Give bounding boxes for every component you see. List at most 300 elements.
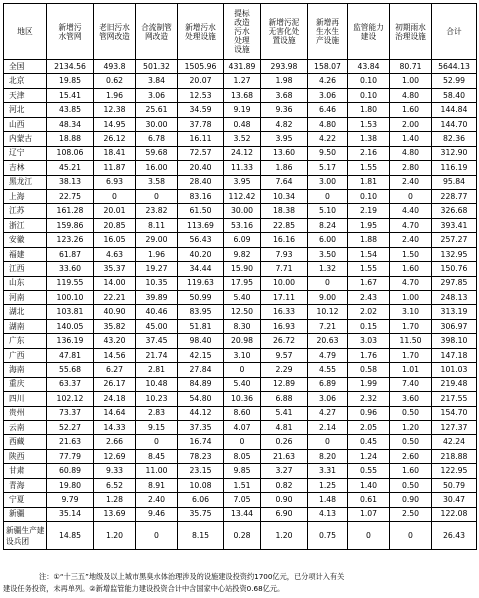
value-cell: 9.57: [261, 348, 308, 362]
value-cell: 1.55: [348, 262, 390, 276]
value-cell: 9.79: [47, 493, 94, 507]
value-cell: 0.50: [390, 435, 432, 449]
table-row: [4, 103, 477, 117]
region-cell: 重庆: [4, 377, 47, 391]
value-cell: 150.76: [432, 262, 477, 276]
value-cell: 9.00: [308, 291, 348, 305]
value-cell: 26.72: [261, 334, 308, 348]
value-cell: 248.13: [432, 291, 477, 305]
value-cell: 1.81: [348, 175, 390, 189]
value-cell: 1.55: [348, 161, 390, 175]
region-cell: 江苏: [4, 204, 47, 218]
value-cell: 11.00: [136, 464, 178, 478]
value-cell: 82.36: [432, 132, 477, 146]
value-cell: 0.15: [348, 319, 390, 333]
table-row: [4, 420, 477, 434]
value-cell: 0.10: [348, 189, 390, 203]
value-cell: 35.14: [47, 507, 94, 521]
value-cell: 7.40: [390, 377, 432, 391]
value-cell: 14.64: [94, 406, 136, 420]
value-cell: 2.00: [390, 117, 432, 131]
value-cell: 10.00: [261, 276, 308, 290]
value-cell: 51.81: [178, 319, 224, 333]
value-cell: 127.37: [432, 420, 477, 434]
value-cell: 100.10: [47, 291, 94, 305]
value-cell: 26.43: [432, 522, 477, 550]
value-cell: 3.06: [308, 88, 348, 102]
value-cell: 154.70: [432, 406, 477, 420]
value-cell: 1.20: [94, 522, 136, 550]
value-cell: 4.40: [390, 204, 432, 218]
value-cell: 19.85: [47, 74, 94, 88]
table-row: [4, 507, 477, 521]
value-cell: 2.80: [390, 161, 432, 175]
table-row: [4, 175, 477, 189]
region-cell: 云南: [4, 420, 47, 434]
region-cell: 新疆: [4, 507, 47, 521]
value-cell: 3.50: [308, 247, 348, 261]
region-cell: 广西: [4, 348, 47, 362]
table-row: [4, 478, 477, 492]
region-cell: 江西: [4, 262, 47, 276]
table-row: [4, 233, 477, 247]
value-cell: 6.52: [94, 478, 136, 492]
value-cell: 6.06: [178, 493, 224, 507]
value-cell: 119.55: [47, 276, 94, 290]
value-cell: 16.11: [178, 132, 224, 146]
value-cell: 6.88: [261, 392, 308, 406]
value-cell: 17.95: [224, 276, 261, 290]
value-cell: 4.70: [390, 218, 432, 232]
value-cell: 0.50: [390, 406, 432, 420]
value-cell: 4.07: [224, 420, 261, 434]
value-cell: 0.90: [390, 493, 432, 507]
footnote-line-1: 注：①“十三五”地级及以上城市黑臭水体治理涉及的设施建设投资约1700亿元，已分项计入有关: [39, 572, 345, 581]
value-cell: 1.54: [348, 247, 390, 261]
value-cell: 0.48: [224, 117, 261, 131]
table-row: [4, 522, 477, 550]
value-cell: 61.50: [178, 204, 224, 218]
value-cell: 43.84: [348, 60, 390, 74]
value-cell: 2.43: [348, 291, 390, 305]
value-cell: 83.16: [178, 189, 224, 203]
table-row: [4, 493, 477, 507]
value-cell: 60.89: [47, 464, 94, 478]
table-row: [4, 262, 477, 276]
value-cell: 1.38: [348, 132, 390, 146]
value-cell: 3.58: [136, 175, 178, 189]
value-cell: 501.32: [136, 60, 178, 74]
value-cell: 122.08: [432, 507, 477, 521]
value-cell: 7.93: [261, 247, 308, 261]
value-cell: 3.06: [308, 392, 348, 406]
value-cell: 0.90: [261, 493, 308, 507]
value-cell: 15.90: [224, 262, 261, 276]
region-cell: 北京: [4, 74, 47, 88]
table-row: [4, 204, 477, 218]
value-cell: 3.52: [224, 132, 261, 146]
value-cell: 4.13: [308, 507, 348, 521]
value-cell: 6.00: [308, 233, 348, 247]
value-cell: 1.53: [348, 117, 390, 131]
value-cell: 0: [348, 522, 390, 550]
value-cell: 1.70: [390, 348, 432, 362]
value-cell: 217.55: [432, 392, 477, 406]
value-cell: 3.68: [261, 88, 308, 102]
value-cell: 20.98: [224, 334, 261, 348]
value-cell: 0: [224, 435, 261, 449]
value-cell: 228.77: [432, 189, 477, 203]
value-cell: 147.18: [432, 348, 477, 362]
region-cell: 广东: [4, 334, 47, 348]
value-cell: 26.17: [94, 377, 136, 391]
value-cell: 4.27: [308, 406, 348, 420]
value-cell: 3.95: [224, 175, 261, 189]
region-cell: 河北: [4, 103, 47, 117]
table-row: [4, 348, 477, 362]
value-cell: 2.40: [390, 233, 432, 247]
value-cell: 8.15: [178, 522, 224, 550]
value-cell: 113.69: [178, 218, 224, 232]
value-cell: 23.82: [136, 204, 178, 218]
value-cell: 0.45: [348, 435, 390, 449]
value-cell: 14.33: [94, 420, 136, 434]
value-cell: 1.99: [348, 377, 390, 391]
value-cell: 10.34: [261, 189, 308, 203]
value-cell: 1.01: [390, 363, 432, 377]
value-cell: 22.21: [94, 291, 136, 305]
value-cell: 0: [136, 522, 178, 550]
value-cell: 4.55: [308, 363, 348, 377]
value-cell: 4.70: [390, 276, 432, 290]
value-cell: 16.00: [136, 161, 178, 175]
value-cell: 19.27: [136, 262, 178, 276]
value-cell: 59.68: [136, 146, 178, 160]
value-cell: 13.44: [224, 507, 261, 521]
region-cell: 青海: [4, 478, 47, 492]
header-combined-network-renovation: 合流制管网改造: [136, 4, 178, 60]
value-cell: 3.10: [224, 348, 261, 362]
value-cell: 8.05: [224, 449, 261, 463]
table-row: [4, 88, 477, 102]
value-cell: 0.10: [348, 74, 390, 88]
value-cell: 140.05: [47, 319, 94, 333]
value-cell: 45.00: [136, 319, 178, 333]
value-cell: 8.30: [224, 319, 261, 333]
value-cell: 2.81: [136, 363, 178, 377]
header-sludge-disposal-facilities: 新增污泥无害化处置设施: [261, 4, 308, 60]
value-cell: 8.60: [224, 406, 261, 420]
region-cell: 湖北: [4, 305, 47, 319]
value-cell: 4.26: [308, 74, 348, 88]
value-cell: 8.20: [308, 449, 348, 463]
value-cell: 56.43: [178, 233, 224, 247]
value-cell: 293.98: [261, 60, 308, 74]
region-cell: 河南: [4, 291, 47, 305]
value-cell: 4.80: [390, 88, 432, 102]
value-cell: 20.07: [178, 74, 224, 88]
value-cell: 1.25: [308, 478, 348, 492]
value-cell: 18.88: [47, 132, 94, 146]
value-cell: 312.90: [432, 146, 477, 160]
footnote-line-2: 建设任务投资，未再单列。②新增监管能力建设投资合计中含国家中心站投资0.68亿元。: [3, 584, 285, 593]
value-cell: 34.59: [178, 103, 224, 117]
value-cell: 47.81: [47, 348, 94, 362]
value-cell: 2.60: [390, 449, 432, 463]
header-reclaimed-water-facilities: 新增再生水生产设施: [308, 4, 348, 60]
table-body: [4, 60, 477, 550]
value-cell: 11.33: [224, 161, 261, 175]
table-row: [4, 392, 477, 406]
value-cell: 24.12: [224, 146, 261, 160]
value-cell: 30.00: [224, 204, 261, 218]
value-cell: 4.79: [308, 348, 348, 362]
value-cell: 7.05: [224, 493, 261, 507]
value-cell: 12.50: [224, 305, 261, 319]
value-cell: 3.31: [308, 464, 348, 478]
value-cell: 2.32: [348, 392, 390, 406]
value-cell: 58.40: [432, 88, 477, 102]
value-cell: 13.68: [224, 88, 261, 102]
value-cell: 4.80: [308, 117, 348, 131]
table-row: [4, 132, 477, 146]
value-cell: 17.11: [261, 291, 308, 305]
value-cell: 5.41: [261, 406, 308, 420]
value-cell: 0: [94, 189, 136, 203]
value-cell: 16.16: [261, 233, 308, 247]
region-cell: 吉林: [4, 161, 47, 175]
value-cell: 1.60: [390, 262, 432, 276]
table-row: [4, 117, 477, 131]
value-cell: 2.66: [94, 435, 136, 449]
value-cell: 16.74: [178, 435, 224, 449]
table-row: [4, 377, 477, 391]
value-cell: 326.68: [432, 204, 477, 218]
value-cell: 80.71: [390, 60, 432, 74]
value-cell: 1.98: [261, 74, 308, 88]
value-cell: 35.82: [94, 319, 136, 333]
region-cell: 全国: [4, 60, 47, 74]
value-cell: 50.79: [432, 478, 477, 492]
value-cell: 37.78: [178, 117, 224, 131]
value-cell: 431.89: [224, 60, 261, 74]
value-cell: 5.40: [224, 377, 261, 391]
region-cell: 福建: [4, 247, 47, 261]
value-cell: 1.00: [390, 74, 432, 88]
value-cell: 8.24: [308, 218, 348, 232]
value-cell: 11.87: [94, 161, 136, 175]
value-cell: 2134.56: [47, 60, 94, 74]
table-row: [4, 247, 477, 261]
value-cell: 38.13: [47, 175, 94, 189]
table-row: [4, 189, 477, 203]
value-cell: 0: [308, 435, 348, 449]
value-cell: 393.41: [432, 218, 477, 232]
value-cell: 122.95: [432, 464, 477, 478]
value-cell: 44.12: [178, 406, 224, 420]
value-cell: 1.67: [348, 276, 390, 290]
value-cell: 257.27: [432, 233, 477, 247]
value-cell: 0: [136, 189, 178, 203]
value-cell: 108.06: [47, 146, 94, 160]
value-cell: 5644.13: [432, 60, 477, 74]
value-cell: 2.50: [390, 507, 432, 521]
value-cell: 83.95: [178, 305, 224, 319]
region-cell: 内蒙古: [4, 132, 47, 146]
value-cell: 0.62: [94, 74, 136, 88]
header-total: 合计: [432, 4, 477, 60]
value-cell: 9.19: [224, 103, 261, 117]
region-cell: 山东: [4, 276, 47, 290]
value-cell: 21.63: [261, 449, 308, 463]
value-cell: 0.75: [308, 522, 348, 550]
value-cell: 13.60: [261, 146, 308, 160]
value-cell: 6.89: [308, 377, 348, 391]
value-cell: 35.75: [178, 507, 224, 521]
value-cell: 9.15: [136, 420, 178, 434]
value-cell: 1.20: [261, 522, 308, 550]
region-cell: 黑龙江: [4, 175, 47, 189]
value-cell: 0.82: [261, 478, 308, 492]
value-cell: 116.19: [432, 161, 477, 175]
header-supervision-capacity: 监管能力建设: [348, 4, 390, 60]
value-cell: 73.37: [47, 406, 94, 420]
value-cell: 103.81: [47, 305, 94, 319]
value-cell: 14.95: [94, 117, 136, 131]
value-cell: 0.28: [224, 522, 261, 550]
value-cell: 2.83: [136, 406, 178, 420]
value-cell: 14.56: [94, 348, 136, 362]
value-cell: 10.08: [178, 478, 224, 492]
table-row: [4, 435, 477, 449]
value-cell: 61.87: [47, 247, 94, 261]
value-cell: 3.27: [261, 464, 308, 478]
value-cell: 42.15: [178, 348, 224, 362]
value-cell: 2.16: [348, 146, 390, 160]
value-cell: 1.88: [348, 233, 390, 247]
value-cell: 4.63: [94, 247, 136, 261]
value-cell: 9.36: [261, 103, 308, 117]
value-cell: 16.33: [261, 305, 308, 319]
value-cell: 1.60: [390, 103, 432, 117]
header-rainwater-facilities: 初期雨水治理设施: [390, 4, 432, 60]
value-cell: 0.55: [348, 464, 390, 478]
value-cell: 84.89: [178, 377, 224, 391]
table-row: [4, 319, 477, 333]
value-cell: 3.03: [348, 334, 390, 348]
value-cell: 0.26: [261, 435, 308, 449]
value-cell: 0.10: [348, 88, 390, 102]
value-cell: 0.61: [348, 493, 390, 507]
value-cell: 40.90: [94, 305, 136, 319]
value-cell: 1.76: [348, 348, 390, 362]
value-cell: 21.74: [136, 348, 178, 362]
value-cell: 26.12: [94, 132, 136, 146]
value-cell: 14.85: [47, 522, 94, 550]
value-cell: 3.60: [390, 392, 432, 406]
value-cell: 2.14: [308, 420, 348, 434]
value-cell: 136.19: [47, 334, 94, 348]
value-cell: 0.50: [390, 478, 432, 492]
value-cell: 2.29: [261, 363, 308, 377]
value-cell: 7.21: [308, 319, 348, 333]
value-cell: 8.45: [136, 449, 178, 463]
value-cell: 1.27: [224, 74, 261, 88]
value-cell: 3.95: [261, 132, 308, 146]
value-cell: 7.71: [261, 262, 308, 276]
value-cell: 144.70: [432, 117, 477, 131]
value-cell: 34.44: [178, 262, 224, 276]
value-cell: 297.85: [432, 276, 477, 290]
value-cell: 39.89: [136, 291, 178, 305]
header-region: 地区: [4, 4, 47, 60]
footnote: [3, 571, 476, 595]
value-cell: 9.85: [224, 464, 261, 478]
value-cell: 144.84: [432, 103, 477, 117]
value-cell: 219.48: [432, 377, 477, 391]
value-cell: 3.06: [136, 88, 178, 102]
value-cell: 43.20: [94, 334, 136, 348]
region-cell: 辽宁: [4, 146, 47, 160]
value-cell: 1.80: [348, 103, 390, 117]
value-cell: 1.28: [94, 493, 136, 507]
value-cell: 29.00: [136, 233, 178, 247]
value-cell: 6.46: [308, 103, 348, 117]
value-cell: 6.93: [94, 175, 136, 189]
region-cell: 甘肃: [4, 464, 47, 478]
value-cell: 50.99: [178, 291, 224, 305]
value-cell: 42.24: [432, 435, 477, 449]
value-cell: 123.26: [47, 233, 94, 247]
value-cell: 95.84: [432, 175, 477, 189]
table-row: [4, 291, 477, 305]
table-row: [4, 363, 477, 377]
value-cell: 16.05: [94, 233, 136, 247]
value-cell: 2.40: [390, 175, 432, 189]
value-cell: 9.46: [136, 507, 178, 521]
value-cell: 119.63: [178, 276, 224, 290]
value-cell: 1.70: [390, 319, 432, 333]
value-cell: 3.84: [136, 74, 178, 88]
value-cell: 30.47: [432, 493, 477, 507]
value-cell: 0: [390, 522, 432, 550]
value-cell: 1505.96: [178, 60, 224, 74]
table-row: [4, 218, 477, 232]
value-cell: 20.63: [308, 334, 348, 348]
region-cell: 山西: [4, 117, 47, 131]
region-cell: 陕西: [4, 449, 47, 463]
value-cell: 0.58: [348, 363, 390, 377]
value-cell: 2.02: [348, 305, 390, 319]
value-cell: 13.69: [94, 507, 136, 521]
region-cell: 天津: [4, 88, 47, 102]
value-cell: 4.80: [390, 146, 432, 160]
value-cell: 72.57: [178, 146, 224, 160]
value-cell: 313.19: [432, 305, 477, 319]
value-cell: 2.05: [348, 420, 390, 434]
region-cell: 四川: [4, 392, 47, 406]
value-cell: 10.36: [224, 392, 261, 406]
table-row: [4, 74, 477, 88]
value-cell: 1.96: [94, 88, 136, 102]
value-cell: 161.28: [47, 204, 94, 218]
value-cell: 1.50: [390, 247, 432, 261]
value-cell: 28.40: [178, 175, 224, 189]
value-cell: 1.07: [348, 507, 390, 521]
table-row: [4, 146, 477, 160]
value-cell: 101.03: [432, 363, 477, 377]
value-cell: 8.11: [136, 218, 178, 232]
